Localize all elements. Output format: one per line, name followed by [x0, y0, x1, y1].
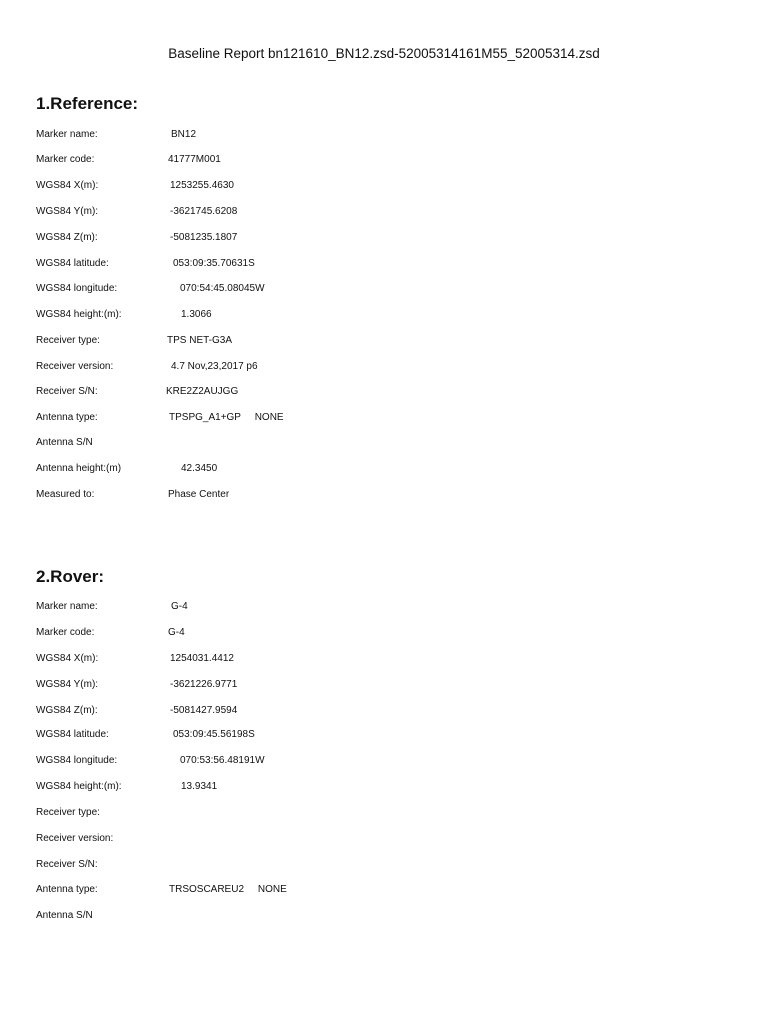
rover-field-wgs84-x: [36, 652, 636, 666]
field-label: Antenna type:: [36, 884, 98, 895]
reference-field-marker-code: [36, 153, 636, 167]
field-label: WGS84 X(m):: [36, 180, 99, 191]
field-label: Receiver S/N:: [36, 386, 98, 397]
rover-field-receiver-type: [36, 806, 636, 820]
field-label: Receiver S/N:: [36, 859, 98, 870]
field-value: 13.9341: [181, 781, 218, 792]
field-value: KRE2Z2AUJGG: [166, 386, 239, 397]
field-value: G-4: [171, 601, 188, 612]
rover-field-receiver-sn: [36, 858, 636, 872]
rover-field-wgs84-y: [36, 678, 636, 692]
field-value: TPSPG_A1+GP NONE: [169, 412, 284, 423]
field-value: -5081427.9594: [170, 705, 238, 716]
reference-field-measured-to: [36, 488, 636, 502]
reference-field-receiver-sn: [36, 385, 636, 399]
field-label: Marker code:: [36, 627, 95, 638]
field-label: WGS84 Z(m):: [36, 705, 98, 716]
field-label: WGS84 Y(m):: [36, 679, 99, 690]
rover-field-receiver-version: [36, 832, 636, 846]
reference-field-wgs84-y: [36, 205, 636, 219]
rover-field-antenna-type: [36, 883, 636, 897]
field-value: 1.3066: [181, 309, 212, 320]
field-value: 070:54:45.08045W: [180, 283, 265, 294]
reference-field-receiver-version: [36, 360, 636, 374]
rover-field-antenna-sn: [36, 909, 636, 923]
field-value: TPS NET-G3A: [167, 335, 233, 346]
field-label: WGS84 latitude:: [36, 258, 109, 269]
field-label: Receiver type:: [36, 335, 100, 346]
field-value: -3621745.6208: [170, 206, 238, 217]
field-value: 1253255.4630: [170, 180, 234, 191]
rover-field-wgs84-longitude: [36, 754, 636, 768]
rover-field-marker-code: [36, 626, 636, 640]
field-label: Marker name:: [36, 129, 98, 140]
field-label: Measured to:: [36, 489, 95, 500]
field-label: WGS84 longitude:: [36, 755, 118, 766]
reference-field-wgs84-longitude: [36, 282, 636, 296]
field-label: WGS84 Z(m):: [36, 232, 98, 243]
reference-field-marker-name: [36, 128, 636, 142]
field-label: WGS84 height:(m):: [36, 309, 122, 320]
rover-field-marker-name: [36, 600, 636, 614]
field-value: G-4: [168, 627, 185, 638]
field-value: 070:53:56.48191W: [180, 755, 265, 766]
field-label: Antenna height:(m): [36, 463, 122, 474]
field-value: 1254031.4412: [170, 653, 234, 664]
field-value: 42.3450: [181, 463, 218, 474]
reference-field-wgs84-x: [36, 179, 636, 193]
reference-field-wgs84-height: [36, 308, 636, 322]
field-value: -5081235.1807: [170, 232, 238, 243]
field-label: Antenna S/N: [36, 910, 93, 921]
field-label: WGS84 height:(m):: [36, 781, 122, 792]
field-value: 053:09:35.70631S: [173, 258, 255, 269]
reference-field-wgs84-latitude: [36, 257, 636, 271]
field-value: 41777M001: [168, 154, 221, 165]
field-label: Marker code:: [36, 154, 95, 165]
report-title: Baseline Report bn121610_BN12.zsd-52005314161M55_52005314.zsd: [168, 46, 600, 61]
rover-field-wgs84-z: [36, 704, 636, 718]
field-value: BN12: [171, 129, 197, 140]
reference-field-receiver-type: [36, 334, 636, 348]
field-label: Receiver version:: [36, 361, 114, 372]
field-label: WGS84 Y(m):: [36, 206, 99, 217]
field-label: Receiver version:: [36, 833, 114, 844]
reference-field-antenna-height: [36, 462, 636, 476]
reference-heading: 1.Reference:: [36, 94, 139, 113]
field-label: Antenna type:: [36, 412, 98, 423]
rover-field-wgs84-latitude: [36, 728, 636, 742]
rover-field-wgs84-height: [36, 780, 636, 794]
rover-heading: 2.Rover:: [36, 567, 105, 586]
field-label: Receiver type:: [36, 807, 100, 818]
field-value: TRSOSCAREU2 NONE: [169, 884, 287, 895]
field-label: WGS84 longitude:: [36, 283, 118, 294]
field-label: WGS84 X(m):: [36, 653, 99, 664]
field-label: WGS84 latitude:: [36, 729, 109, 740]
field-value: -3621226.9771: [170, 679, 238, 690]
field-value: 4.7 Nov,23,2017 p6: [171, 361, 258, 372]
field-label: Antenna S/N: [36, 437, 93, 448]
reference-field-antenna-sn: [36, 436, 636, 450]
reference-field-antenna-type: [36, 411, 636, 425]
field-value: Phase Center: [168, 489, 230, 500]
reference-field-wgs84-z: [36, 231, 636, 245]
field-label: Marker name:: [36, 601, 98, 612]
field-value: 053:09:45.56198S: [173, 729, 255, 740]
